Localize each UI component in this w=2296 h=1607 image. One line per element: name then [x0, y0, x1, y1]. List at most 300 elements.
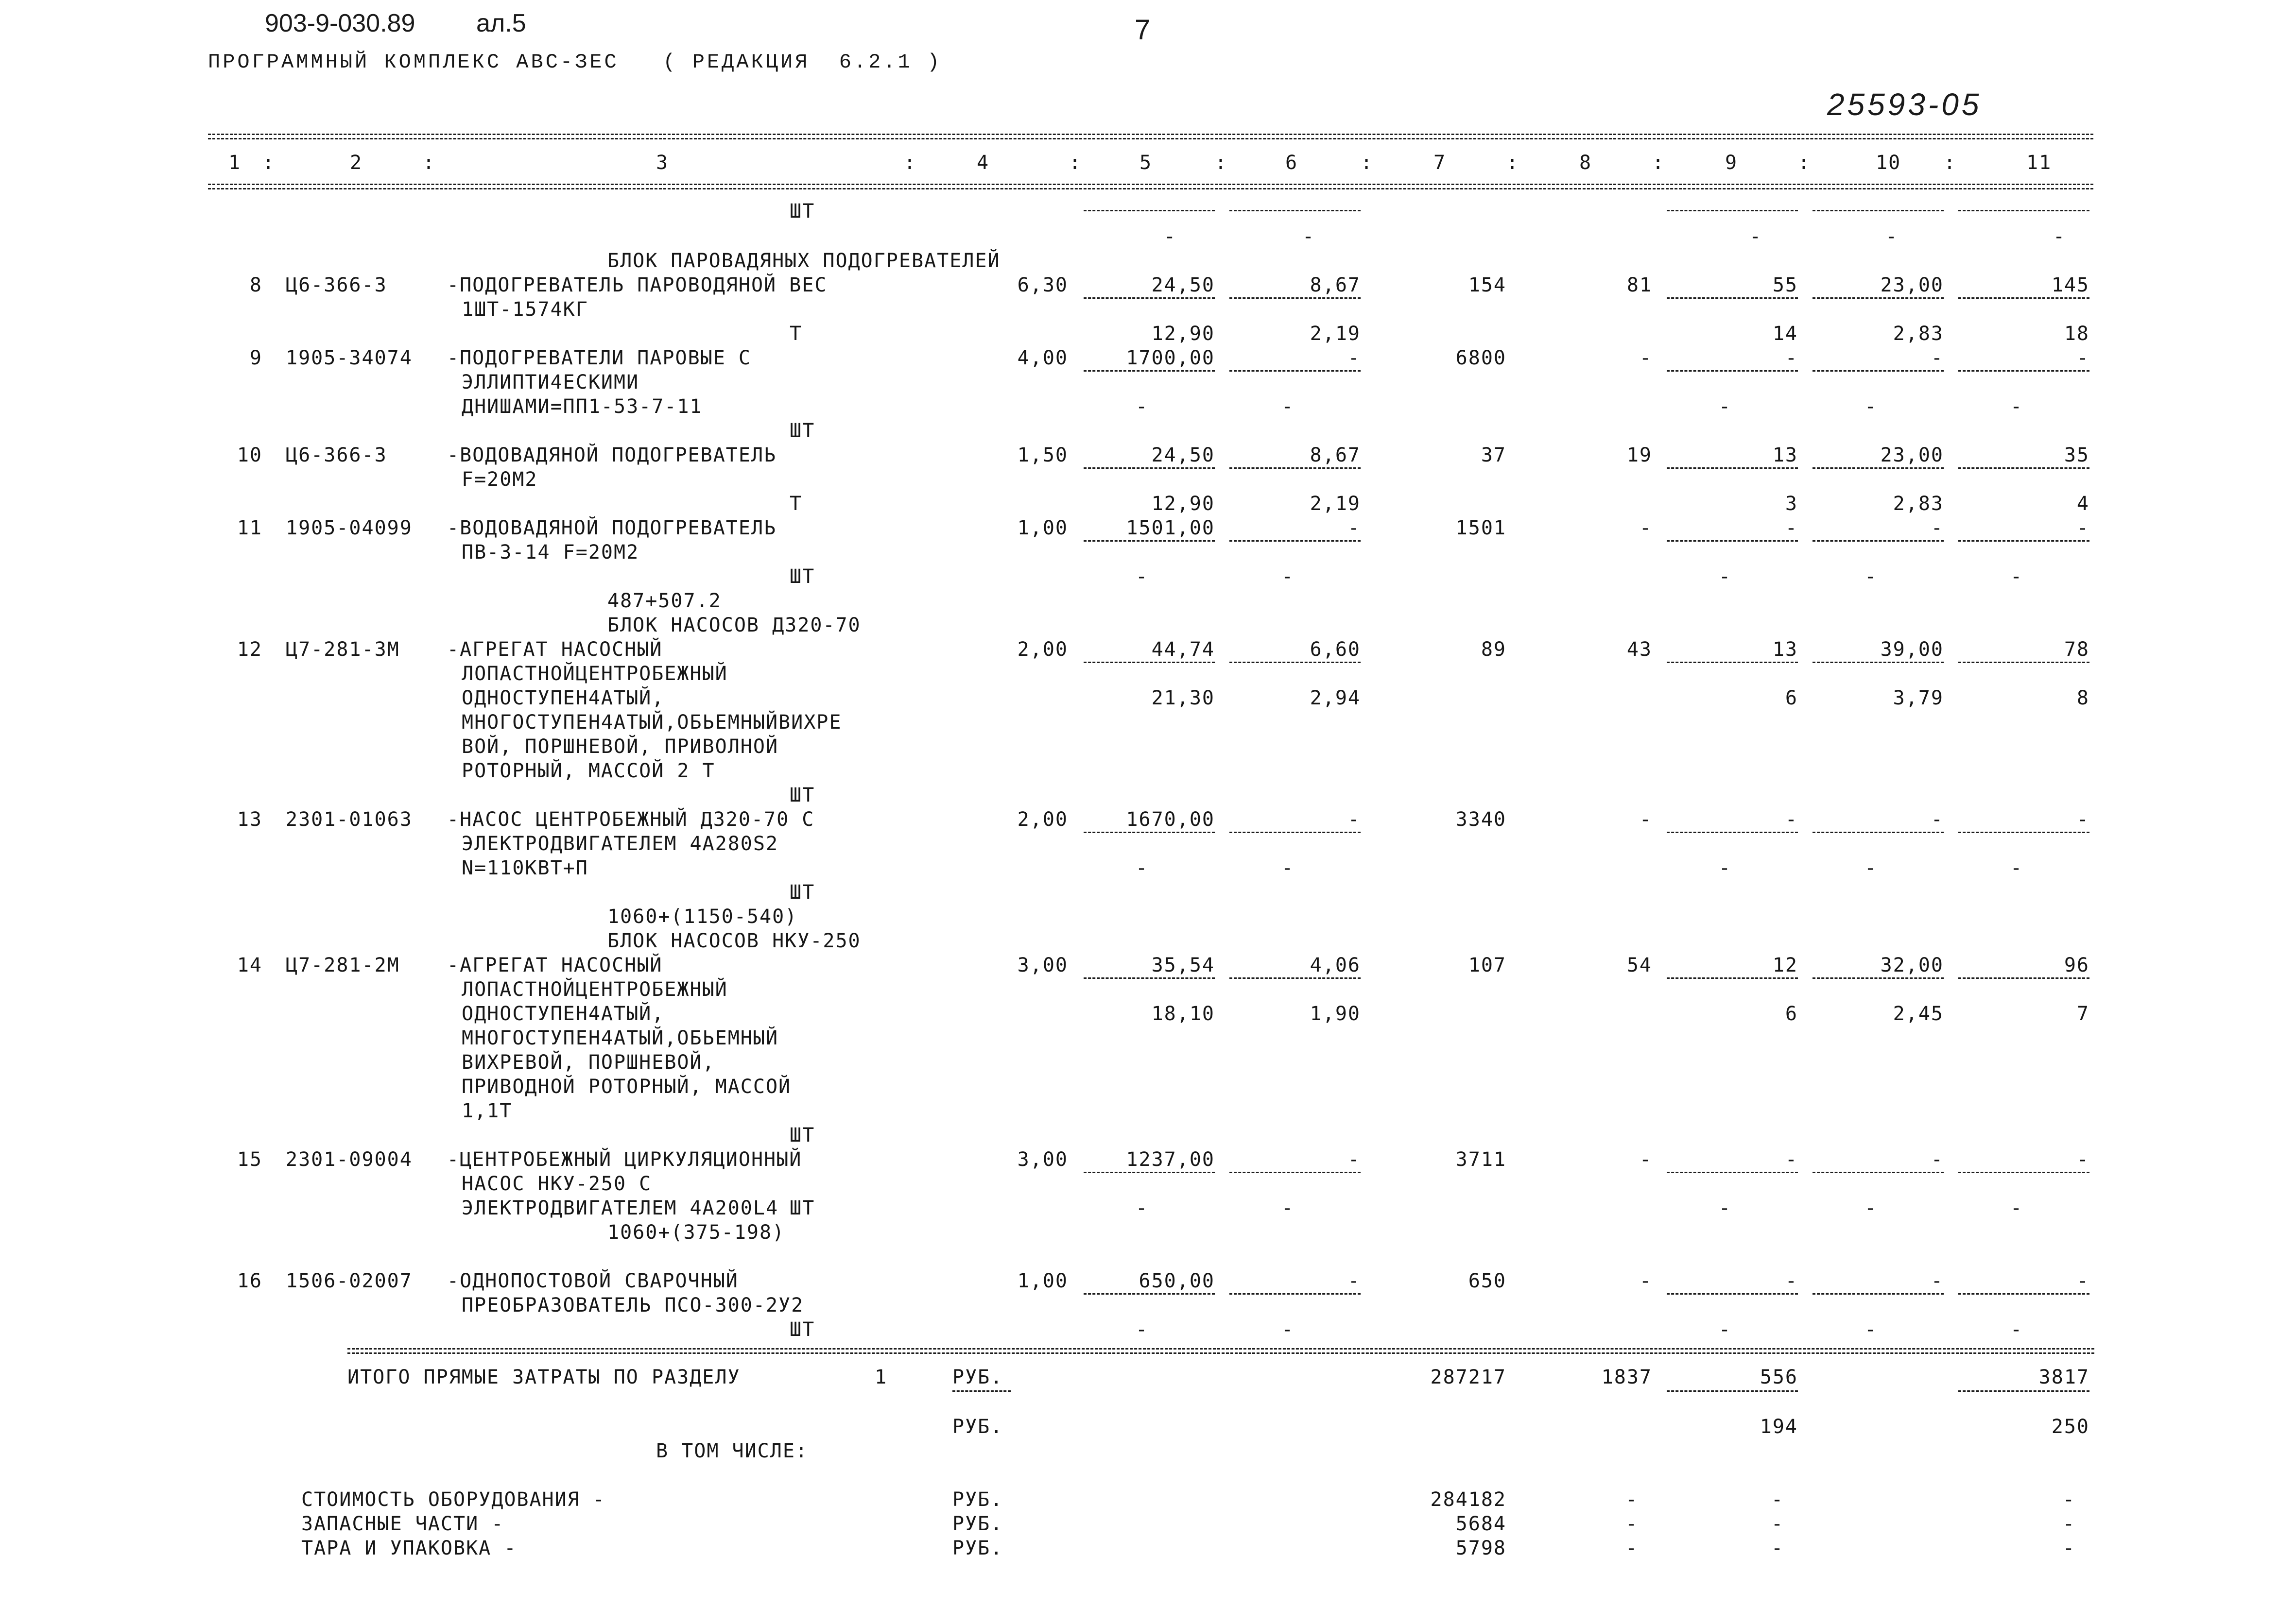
row-value-c6: -: [1347, 517, 1361, 539]
totals-c9: 556: [1760, 1366, 1798, 1388]
row-description: НАСОС НКУ-250 С: [462, 1173, 652, 1195]
row-subvalue-c9: -: [1718, 395, 1732, 418]
totals-currency: РУБ.: [952, 1366, 1003, 1388]
packaging-label: ТАРА И УПАКОВКА -: [301, 1537, 517, 1559]
row-subvalue-c9: 3: [1785, 493, 1798, 515]
totals-label: ИТОГО ПРЯМЫЕ ЗАТРАТЫ ПО РАЗДЕЛУ: [347, 1366, 741, 1388]
cell-divider-rule: [1229, 1172, 1361, 1173]
cell-divider-rule: [1084, 467, 1215, 469]
row-value-c7: 37: [1481, 444, 1506, 466]
row-description: ОДНОСТУПЕН4АТЫЙ,: [462, 1003, 665, 1025]
program-caption: ПРОГРАММНЫЙ КОМПЛЕКС АВС-ЗЕС ( РЕДАКЦИЯ 6.2.1 ): [208, 51, 942, 74]
cell-divider-rule: [1813, 832, 1944, 833]
cell-divider-rule: [1084, 540, 1215, 542]
column-separator: :: [1069, 152, 1082, 174]
row-subvalue-c11: -: [2010, 1318, 2023, 1341]
unit-label: ШТ: [790, 200, 815, 222]
column-header-7: 7: [1433, 152, 1447, 174]
equipment-c9: -: [1771, 1488, 1784, 1511]
row-value-c5: 1670,00: [1126, 808, 1215, 831]
row-value-c8: -: [1639, 808, 1652, 831]
row-value-c11: -: [2076, 1148, 2089, 1171]
column-header-1: 1: [228, 152, 242, 174]
row-number: 12: [237, 638, 262, 661]
row-quantity: 2,00: [1017, 808, 1068, 831]
row-value-c6: 6,60: [1310, 638, 1361, 661]
row-quantity: 1,50: [1017, 444, 1068, 466]
column-separator: :: [1652, 152, 1665, 174]
row-value-c7: 107: [1468, 954, 1506, 976]
column-header-3: 3: [656, 152, 669, 174]
unit-label: ШТ: [790, 420, 815, 442]
group-title: БЛОК ПАРОВАДЯНЫХ ПОДОГРЕВАТЕЛЕЙ: [607, 250, 1001, 272]
row-description: ПРИВОДНОЙ РОТОРНЫЙ, МАССОЙ: [462, 1076, 792, 1098]
row-description: ЭЛЛИПТИ4ЕСКИМИ: [462, 371, 639, 393]
cell-divider-rule: [1958, 832, 2089, 833]
cell-divider-rule: [1229, 1293, 1361, 1295]
cell-divider-rule: [1958, 210, 2089, 211]
equipment-label: СТОИМОСТЬ ОБОРУДОВАНИЯ -: [301, 1488, 605, 1511]
incl-label: В ТОМ ЧИСЛЕ:: [656, 1440, 808, 1462]
spare-parts-label: ЗАПАСНЫЕ ЧАСТИ -: [301, 1513, 504, 1535]
row-code: 2301-09004: [286, 1148, 413, 1171]
row-description: -ВОДОВАДЯНОЙ ПОДОГРЕВАТЕЛЬ: [447, 444, 777, 466]
row-quantity: 6,30: [1017, 274, 1068, 296]
row-subvalue-c11: -: [2010, 1197, 2023, 1219]
row-value-c10: 32,00: [1880, 954, 1944, 976]
column-separator: :: [262, 152, 276, 174]
cell-divider-rule: [1229, 210, 1361, 211]
row-code: 2301-01063: [286, 808, 413, 831]
row-value-c10: -: [1931, 347, 1944, 369]
cell-divider-rule: [1084, 210, 1215, 211]
row-subvalue-c9: 6: [1785, 687, 1798, 709]
cell-divider-rule: [1667, 467, 1798, 469]
unit-label: ШТ: [790, 565, 815, 588]
unit-label: ШТ: [790, 881, 815, 904]
row-subvalue-c9: -: [1718, 565, 1732, 588]
row-value-c11: -: [2076, 808, 2089, 831]
cell-divider-rule: [1813, 1293, 1944, 1295]
row-description: МНОГОСТУПЕН4АТЫЙ,ОБЬЕМНЫЙ: [462, 1027, 779, 1049]
cell-divider-rule: [1813, 540, 1944, 542]
row-description: -АГРЕГАТ НАСОСНЫЙ: [447, 954, 663, 976]
row-number: 8: [249, 274, 262, 296]
row-value-c8: -: [1639, 517, 1652, 539]
packaging-c8: -: [1625, 1537, 1639, 1559]
cell-divider-rule: [1084, 1293, 1215, 1295]
row-subvalue-c10: 2,83: [1893, 493, 1944, 515]
unit-label: ШТ: [790, 1197, 815, 1219]
row-value-c9: -: [1785, 1148, 1798, 1171]
row-value-c10: -: [1931, 1148, 1944, 1171]
row-subvalue-c6: 2,19: [1310, 493, 1361, 515]
cell-divider-rule: [1958, 662, 2089, 663]
cell-divider-rule: [1958, 467, 2089, 469]
row-value-c9: 13: [1772, 444, 1798, 466]
cell-divider-rule: [1084, 977, 1215, 979]
column-separator: :: [1798, 152, 1811, 174]
row-quantity: 3,00: [1017, 954, 1068, 976]
row-value-c10: 39,00: [1880, 638, 1944, 661]
column-separator: :: [1215, 152, 1228, 174]
row-value-c6: 8,67: [1310, 444, 1361, 466]
row-description: ЛОПАСТНОЙЦЕНТРОБЕЖНЫЙ: [462, 663, 728, 685]
cell-divider-rule: [1667, 977, 1798, 979]
cell-divider-rule: [1813, 662, 1944, 663]
group-title: БЛОК НАСОСОВ НКУ-250: [607, 930, 861, 952]
row-value-c10: 23,00: [1880, 274, 1944, 296]
row-value-c5: 1237,00: [1126, 1148, 1215, 1171]
row-description: ВИХРЕВОЙ, ПОРШНЕВОЙ,: [462, 1051, 715, 1074]
row-value-c8: 43: [1626, 638, 1652, 661]
row-description: -ОДНОПОСТОВОЙ СВАРОЧНЫЙ: [447, 1270, 739, 1292]
cell-divider-rule: [1813, 210, 1944, 211]
row-value-c11: -: [2076, 1270, 2089, 1292]
row-subvalue-c11: 4: [2076, 493, 2089, 515]
equipment-c11: -: [2063, 1488, 2076, 1511]
cell-divider-rule: [1229, 297, 1361, 299]
row-value-c8: -: [1639, 1270, 1652, 1292]
row-subvalue-c6: -: [1281, 1197, 1295, 1219]
column-header-8: 8: [1579, 152, 1592, 174]
spare-parts-c9: -: [1771, 1513, 1784, 1535]
row-subvalue-c11: 8: [2076, 687, 2089, 709]
row-subvalue-c5: -: [1135, 565, 1149, 588]
cell-divider-rule: [1084, 832, 1215, 833]
row-value-c7: 6800: [1455, 347, 1506, 369]
cell-divider-rule: [1958, 370, 2089, 372]
packaging-currency: РУБ.: [952, 1537, 1003, 1559]
row-subvalue-c9: -: [1718, 857, 1732, 879]
unit-label: ШТ: [790, 784, 815, 806]
column-header-10: 10: [1876, 152, 1901, 174]
cell-divider-rule: [1813, 370, 1944, 372]
row-description: -НАСОС ЦЕНТРОБЕЖНЫЙ Д320-70 С: [447, 808, 815, 831]
row-description: -ЦЕНТРОБЕЖНЫЙ ЦИРКУЛЯЦИОННЫЙ: [447, 1148, 802, 1171]
row-subvalue-c5: -: [1135, 1197, 1149, 1219]
packaging-c11: -: [2063, 1537, 2076, 1559]
row-value-c10: 23,00: [1880, 444, 1944, 466]
row-value-c8: 19: [1626, 444, 1652, 466]
row-subvalue-c6: 2,94: [1310, 687, 1361, 709]
row-value-c6: -: [1347, 347, 1361, 369]
unit-label: Т: [790, 323, 803, 345]
row-subvalue-c11: 18: [2064, 323, 2089, 345]
row-value-c7: 89: [1481, 638, 1506, 661]
row-value-c8: -: [1639, 347, 1652, 369]
totals-c7: 287217: [1430, 1366, 1506, 1388]
row-value-c11: -: [2076, 347, 2089, 369]
column-header-5: 5: [1139, 152, 1153, 174]
row-description: N=110КВТ+П: [462, 857, 588, 879]
row-value-c6: 4,06: [1310, 954, 1361, 976]
column-header-4: 4: [977, 152, 990, 174]
row-subvalue-c9: -: [1718, 1318, 1732, 1341]
totals-currency-rule: [952, 1390, 1011, 1392]
row-description: ПВ-3-14 F=20М2: [462, 541, 639, 564]
dash-c9: -: [1749, 225, 1762, 248]
cell-divider-rule: [1229, 540, 1361, 542]
totals-rule-2: [347, 1352, 2094, 1354]
column-separator: :: [904, 152, 917, 174]
row-number: 16: [237, 1270, 262, 1292]
row-description: ВОЙ, ПОРШНЕВОЙ, ПРИВОЛНОЙ: [462, 735, 779, 758]
row-value-c9: -: [1785, 517, 1798, 539]
cell-divider-rule: [1667, 832, 1798, 833]
row-value-c10: -: [1931, 1270, 1944, 1292]
column-header-11: 11: [2026, 152, 2052, 174]
group-formula: 1060+(375-198): [607, 1221, 785, 1244]
row-value-c6: 8,67: [1310, 274, 1361, 296]
page-number: 7: [1135, 14, 1151, 46]
row-code: Ц6-366-3: [286, 444, 387, 466]
cell-divider-rule: [1229, 467, 1361, 469]
row-subvalue-c11: -: [2010, 565, 2023, 588]
row-value-c5: 1501,00: [1126, 517, 1215, 539]
row-value-c10: -: [1931, 517, 1944, 539]
cell-divider-rule: [1084, 662, 1215, 663]
row-code: 1506-02007: [286, 1270, 413, 1292]
row-description: ПРЕОБРАЗОВАТЕЛЬ ПСО-300-2У2: [462, 1294, 804, 1316]
row-value-c7: 3340: [1455, 808, 1506, 831]
totals-c11-sub: 250: [2051, 1416, 2089, 1438]
cell-divider-rule: [1667, 210, 1798, 211]
totals-c8: 1837: [1601, 1366, 1652, 1388]
row-subvalue-c5: 12,90: [1151, 323, 1215, 345]
equipment-currency: РУБ.: [952, 1488, 1003, 1511]
row-description: ДНИШАМИ=ПП1-53-7-11: [462, 395, 703, 418]
dash-c11: -: [2053, 225, 2066, 248]
row-subvalue-c6: 1,90: [1310, 1003, 1361, 1025]
row-number: 13: [237, 808, 262, 831]
row-description: МНОГОСТУПЕН4АТЫЙ,ОБЬЕМНЫЙВИХРЕ: [462, 711, 842, 734]
cell-divider-rule: [1229, 977, 1361, 979]
row-subvalue-c6: 2,19: [1310, 323, 1361, 345]
dash-c6: -: [1302, 225, 1315, 248]
row-value-c6: -: [1347, 808, 1361, 831]
row-value-c5: 650,00: [1139, 1270, 1215, 1292]
row-value-c7: 650: [1468, 1270, 1506, 1292]
column-separator: :: [423, 152, 436, 174]
totals-c11: 3817: [2038, 1366, 2089, 1388]
row-description: ОДНОСТУПЕН4АТЫЙ,: [462, 687, 665, 709]
cell-divider-rule: [1667, 1293, 1798, 1295]
row-quantity: 1,00: [1017, 517, 1068, 539]
column-header-6: 6: [1285, 152, 1298, 174]
cell-divider-rule: [1667, 540, 1798, 542]
row-description: -ПОДОГРЕВАТЕЛИ ПАРОВЫЕ С: [447, 347, 751, 369]
cell-divider-rule: [1813, 977, 1944, 979]
row-number: 10: [237, 444, 262, 466]
row-description: ЭЛЕКТРОДВИГАТЕЛЕМ 4А200L4: [462, 1197, 779, 1219]
column-separator: :: [1944, 152, 1957, 174]
row-value-c5: 24,50: [1151, 274, 1215, 296]
row-description: F=20М2: [462, 468, 538, 491]
row-subvalue-c6: -: [1281, 395, 1295, 418]
header-bottom-rule: [208, 184, 2093, 185]
row-subvalue-c6: -: [1281, 565, 1295, 588]
row-code: Ц6-366-3: [286, 274, 387, 296]
cell-divider-rule: [1958, 1172, 2089, 1173]
row-value-c9: 13: [1772, 638, 1798, 661]
cell-divider-rule: [1958, 1293, 2089, 1295]
registration-stamp: 25593-05: [1827, 87, 1982, 122]
cell-divider-rule: [1958, 297, 2089, 299]
spare-parts-currency: РУБ.: [952, 1513, 1003, 1535]
totals-sub-rule: [1667, 1390, 1798, 1392]
row-value-c5: 24,50: [1151, 444, 1215, 466]
row-value-c9: 55: [1772, 274, 1798, 296]
cell-divider-rule: [1667, 662, 1798, 663]
row-subvalue-c5: 12,90: [1151, 493, 1215, 515]
totals-section: 1: [875, 1366, 888, 1388]
row-value-c9: 12: [1772, 954, 1798, 976]
equipment-c7: 284182: [1430, 1488, 1506, 1511]
row-subvalue-c10: -: [1864, 857, 1878, 879]
packaging-c9: -: [1771, 1537, 1784, 1559]
row-value-c11: 145: [2051, 274, 2089, 296]
row-description: -АГРЕГАТ НАСОСНЫЙ: [447, 638, 663, 661]
row-value-c5: 44,74: [1151, 638, 1215, 661]
row-quantity: 2,00: [1017, 638, 1068, 661]
album-label: ал.5: [476, 9, 526, 37]
row-number: 15: [237, 1148, 262, 1171]
cell-divider-rule: [1958, 540, 2089, 542]
row-value-c6: -: [1347, 1270, 1361, 1292]
row-subvalue-c5: 18,10: [1151, 1003, 1215, 1025]
group-formula: 487+507.2: [607, 590, 722, 612]
row-value-c5: 1700,00: [1126, 347, 1215, 369]
row-subvalue-c5: -: [1135, 395, 1149, 418]
row-value-c8: 54: [1626, 954, 1652, 976]
cell-divider-rule: [1084, 1172, 1215, 1173]
row-value-c9: -: [1785, 808, 1798, 831]
row-code: 1905-04099: [286, 517, 413, 539]
row-subvalue-c6: -: [1281, 857, 1295, 879]
dash-c5: -: [1164, 225, 1177, 248]
row-subvalue-c5: -: [1135, 1318, 1149, 1341]
dash-c10: -: [1885, 225, 1899, 248]
row-value-c9: -: [1785, 347, 1798, 369]
column-header-2: 2: [350, 152, 363, 174]
cell-divider-rule: [1958, 977, 2089, 979]
row-value-c6: -: [1347, 1148, 1361, 1171]
cell-divider-rule: [1229, 832, 1361, 833]
row-value-c7: 1501: [1455, 517, 1506, 539]
group-formula: 1060+(1150-540): [607, 906, 798, 928]
row-number: 9: [249, 347, 262, 369]
row-value-c7: 3711: [1455, 1148, 1506, 1171]
row-subvalue-c10: 3,79: [1893, 687, 1944, 709]
equipment-c8: -: [1625, 1488, 1639, 1511]
row-description: 1,1Т: [462, 1100, 513, 1122]
row-subvalue-c9: 14: [1772, 323, 1798, 345]
cell-divider-rule: [1229, 662, 1361, 663]
row-subvalue-c5: 21,30: [1151, 687, 1215, 709]
row-number: 11: [237, 517, 262, 539]
row-subvalue-c10: -: [1864, 1318, 1878, 1341]
spare-parts-c11: -: [2063, 1513, 2076, 1535]
column-header-9: 9: [1725, 152, 1738, 174]
totals-rule: [347, 1348, 2094, 1350]
row-subvalue-c11: -: [2010, 395, 2023, 418]
row-subvalue-c10: -: [1864, 565, 1878, 588]
row-subvalue-c9: -: [1718, 1197, 1732, 1219]
row-subvalue-c10: 2,83: [1893, 323, 1944, 345]
top-rule: [208, 134, 2093, 135]
row-value-c11: 35: [2064, 444, 2089, 466]
row-value-c11: 78: [2064, 638, 2089, 661]
group-title: БЛОК НАСОСОВ Д320-70: [607, 614, 861, 636]
row-value-c9: -: [1785, 1270, 1798, 1292]
totals-sub-rule: [1958, 1390, 2089, 1392]
unit-label: ШТ: [790, 1124, 815, 1146]
row-description: 1ШТ-1574КГ: [462, 298, 588, 321]
row-subvalue-c6: -: [1281, 1318, 1295, 1341]
row-description: ЛОПАСТНОЙЦЕНТРОБЕЖНЫЙ: [462, 978, 728, 1001]
totals-currency: РУБ.: [952, 1416, 1003, 1438]
cell-divider-rule: [1667, 1172, 1798, 1173]
row-description: -ПОДОГРЕВАТЕЛЬ ПАРОВОДЯНОЙ ВЕС: [447, 274, 828, 296]
row-value-c11: 96: [2064, 954, 2089, 976]
row-code: Ц7-281-3М: [286, 638, 400, 661]
doc-code: 903-9-030.89: [265, 9, 415, 37]
row-description: РОТОРНЫЙ, МАССОЙ 2 Т: [462, 760, 715, 782]
cell-divider-rule: [1813, 297, 1944, 299]
unit-label: Т: [790, 493, 803, 515]
row-subvalue-c11: 7: [2076, 1003, 2089, 1025]
row-value-c11: -: [2076, 517, 2089, 539]
cell-divider-rule: [1813, 467, 1944, 469]
row-code: 1905-34074: [286, 347, 413, 369]
row-value-c8: -: [1639, 1148, 1652, 1171]
row-subvalue-c9: 6: [1785, 1003, 1798, 1025]
row-value-c7: 154: [1468, 274, 1506, 296]
header-bottom-rule-2: [208, 188, 2093, 189]
cell-divider-rule: [1084, 297, 1215, 299]
cell-divider-rule: [1667, 297, 1798, 299]
row-value-c8: 81: [1626, 274, 1652, 296]
cell-divider-rule: [1667, 370, 1798, 372]
row-description: -ВОДОВАДЯНОЙ ПОДОГРЕВАТЕЛЬ: [447, 517, 777, 539]
column-separator: :: [1361, 152, 1374, 174]
row-description: ЭЛЕКТРОДВИГАТЕЛЕМ 4А280S2: [462, 833, 779, 855]
cell-divider-rule: [1084, 370, 1215, 372]
row-subvalue-c11: -: [2010, 857, 2023, 879]
packaging-c7: 5798: [1455, 1537, 1506, 1559]
row-subvalue-c10: -: [1864, 1197, 1878, 1219]
column-separator: :: [1506, 152, 1519, 174]
row-number: 14: [237, 954, 262, 976]
cell-divider-rule: [1813, 1172, 1944, 1173]
spare-parts-c8: -: [1625, 1513, 1639, 1535]
row-quantity: 4,00: [1017, 347, 1068, 369]
row-subvalue-c5: -: [1135, 857, 1149, 879]
row-value-c10: -: [1931, 808, 1944, 831]
row-code: Ц7-281-2М: [286, 954, 400, 976]
row-quantity: 3,00: [1017, 1148, 1068, 1171]
unit-label: ШТ: [790, 1318, 815, 1341]
totals-c9-sub: 194: [1760, 1416, 1798, 1438]
row-value-c5: 35,54: [1151, 954, 1215, 976]
row-subvalue-c10: -: [1864, 395, 1878, 418]
row-subvalue-c10: 2,45: [1893, 1003, 1944, 1025]
top-rule-2: [208, 138, 2093, 139]
spare-parts-c7: 5684: [1455, 1513, 1506, 1535]
row-quantity: 1,00: [1017, 1270, 1068, 1292]
cell-divider-rule: [1229, 370, 1361, 372]
